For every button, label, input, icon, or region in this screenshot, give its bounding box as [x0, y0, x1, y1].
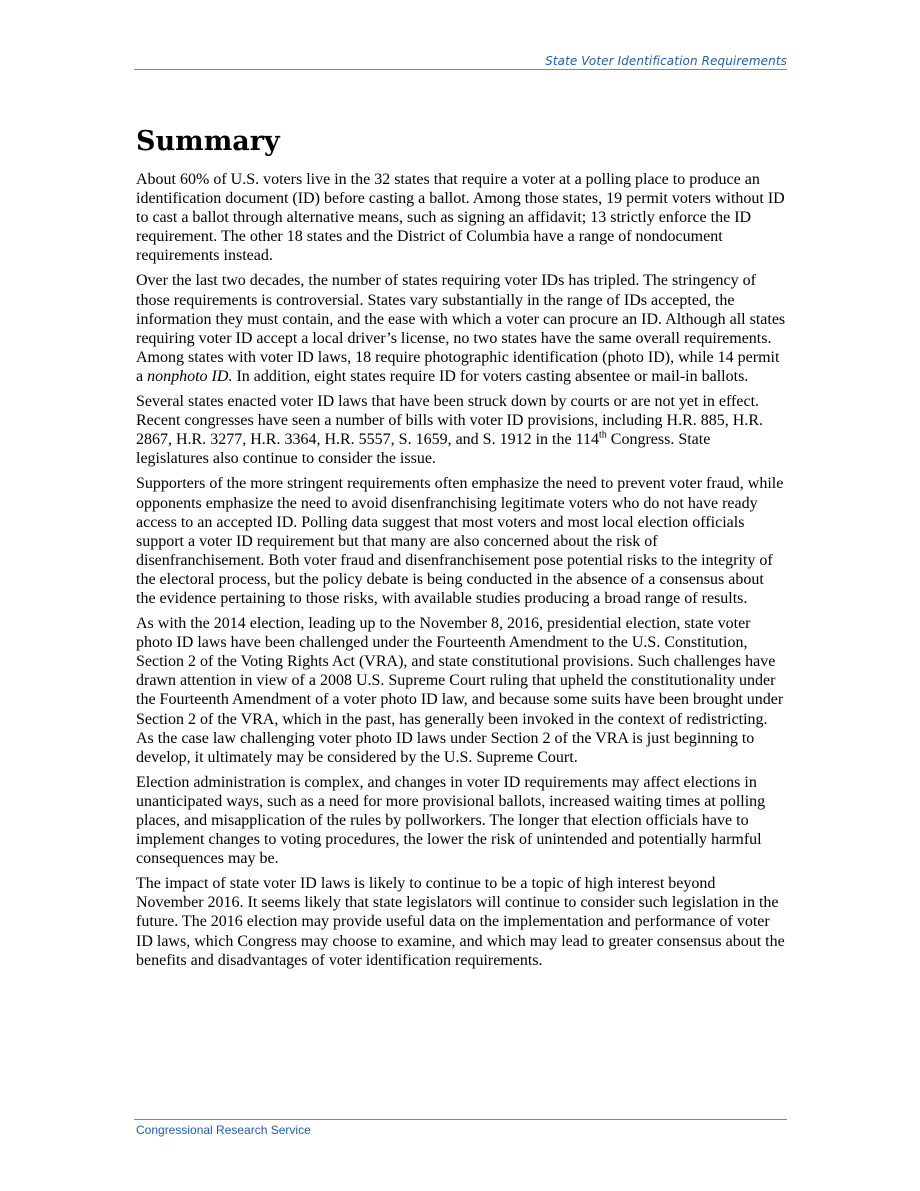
paragraph-legislation: [136, 392, 786, 468]
italic-term: nonphoto ID.: [147, 367, 233, 385]
ordinal-superscript: th: [598, 429, 607, 441]
running-header-title: State Voter Identification Requirements: [545, 54, 787, 68]
section-heading: Summary: [136, 126, 280, 157]
paragraph-text: About 60% of U.S. voters live in the 32 states that require a voter at a polling place to produce an identification document (ID) before casting a ballot. Among those states, 19 permit voters without ID to cast a ballot through alternative means, such as signing an affidavit; 13 strictly enforce the ID requirement. The other 18 states and the District of Columbia have a range of nondocument requirements instead.: [136, 171, 785, 265]
header-divider: [134, 69, 787, 70]
paragraph-election-administration: [136, 773, 786, 868]
paragraph-text: Over the last two decades, the number of states requiring voter IDs has tripled. The stringency of those requirements is controversial. States vary substantially in the range of IDs accepted, the information they must contain, and the ease with which a voter can procure an ID. Although all states requiring voter ID accept a local driver’s license, no two states have the same overall requirements. Among states with voter ID laws, 18 require photographic identification (photo ID), while 14 permit a: [136, 272, 786, 385]
summary-section: [136, 124, 786, 976]
paragraph-text: Election administration is complex, and changes in voter ID requirements may affect elections in unanticipated ways, such as a need for more provisional ballots, increased waiting times at polling places, and misapplication of the rules by pollworkers. The longer that election officials have to implement changes to voting procedures, the lower the risk of unintended and potentially harmful consequences may be.: [136, 773, 766, 868]
paragraph-outlook: [136, 874, 786, 969]
paragraph-text: Supporters of the more stringent requirements often emphasize the need to prevent voter fraud, while opponents emphasize the need to avoid disenfranchising legitimate voters who do not have ready access to an accepted ID. Polling data suggest that most voters and most local election officials support a voter ID requirement but that many are also concerned about the risk of disenfranchisement. Both voter fraud and disenfranchisement pose potential risks to the integrity of the electoral process, but the policy debate is being conducted in the absence of a consensus about the evidence pertaining to those risks, with available studies producing a broad range of results.: [136, 475, 784, 607]
paragraph-text: As with the 2014 election, leading up to the November 8, 2016, presidential election, state voter photo ID laws have been challenged under the Fourteenth Amendment to the U.S. Constitution, Section 2 of the Voting Rights Act (VRA), and state constitutional provisions. Such challenges have drawn attention in view of a 2008 U.S. Supreme Court ruling that upheld the constitutionality under the Fourteenth Amendment of a voter photo ID law, and because some suits have been brought under Section 2 of the VRA, which in the past, has generally been invoked in the context of redistricting. As the case law challenging voter photo ID laws under Section 2 of the VRA is just beginning to develop, it ultimately may be considered by the U.S. Supreme Court.: [136, 615, 784, 766]
paragraph-text: In addition, eight states require ID for voters casting absentee or mail-in ballots.: [232, 367, 749, 385]
paragraph-voter-id-overview: [136, 170, 786, 265]
paragraph-text: Several states enacted voter ID laws that have been struck down by courts or are not yet in effect. Recent congresses have seen a number of bills with voter ID provisions, including H.R. 885, H.R. 2867, H.R. 3277, H.R. 3364, H.R. 5557, S. 1659, and S. 1912 in the 114: [136, 393, 763, 449]
footer-divider: [134, 1119, 787, 1120]
paragraph-text: Congress. State legislatures also continue to consider the issue.: [136, 431, 711, 468]
paragraph-legal-challenges: [136, 614, 786, 767]
paragraph-debate: [136, 474, 786, 608]
running-footer-organization: Congressional Research Service: [136, 1123, 311, 1137]
paragraph-stringency: [136, 271, 786, 386]
paragraph-text: The impact of state voter ID laws is likely to continue to be a topic of high interest beyond November 2016. It seems likely that state legislators will continue to consider such legislation in the future. The 2016 election may provide useful data on the implementation and performance of voter ID laws, which Congress may choose to examine, and which may lead to greater consensus about the benefits and disadvantages of voter identification requirements.: [136, 875, 785, 969]
